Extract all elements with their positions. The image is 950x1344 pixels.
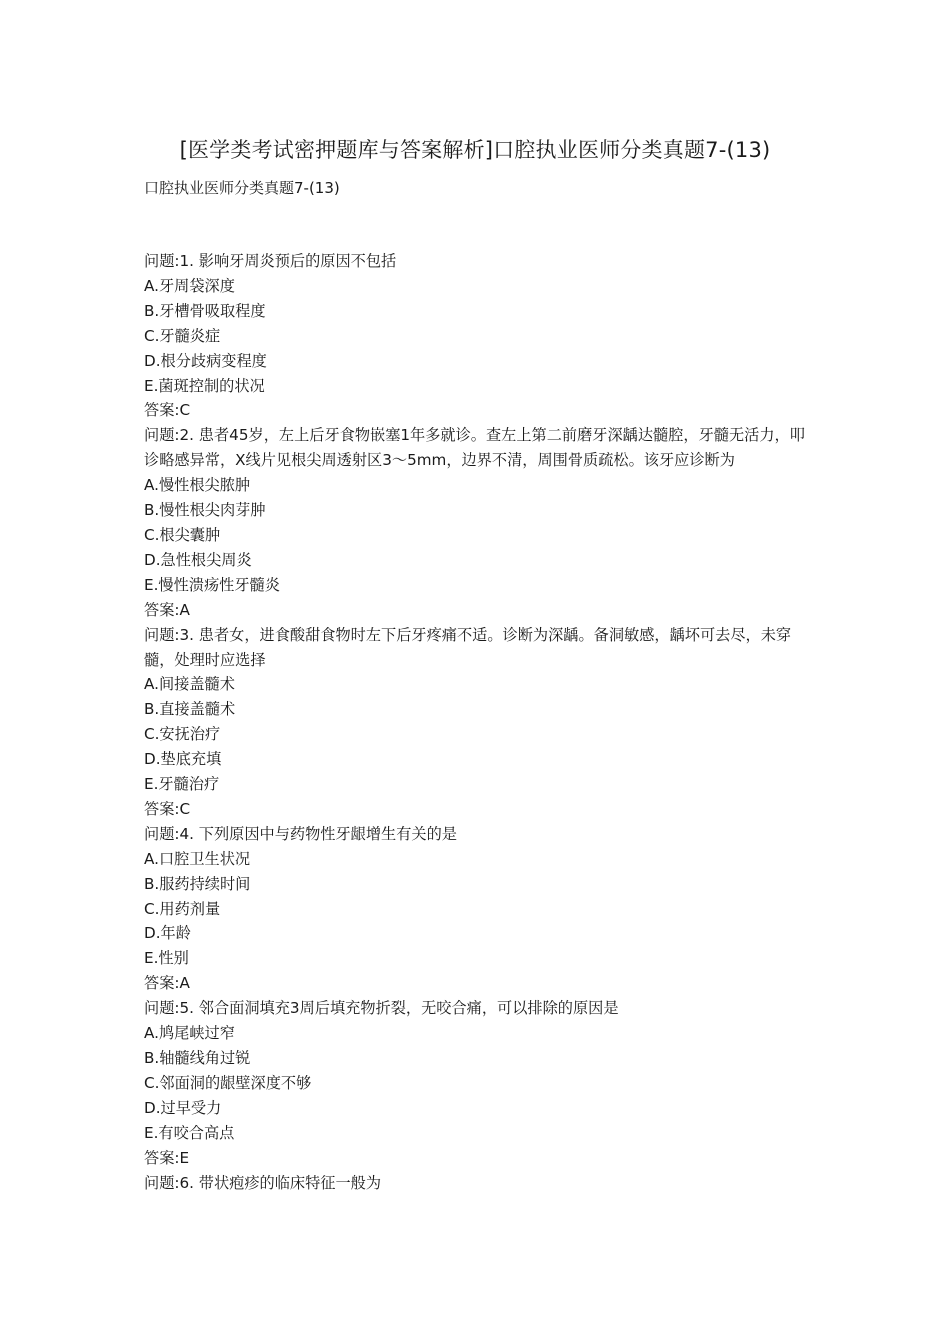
- option-b: B.直接盖髓术: [144, 700, 236, 719]
- option-e: E.菌斑控制的状况: [144, 376, 265, 395]
- option-e: E.有咬合高点: [144, 1123, 235, 1142]
- answer: 答案:E: [144, 1148, 190, 1167]
- option-d: D.垫底充填: [144, 750, 222, 769]
- document-title: [医学类考试密押题库与答案解析]口腔执业医师分类真题7-(13): [179, 138, 771, 162]
- option-c: C.牙髓炎症: [144, 326, 221, 345]
- answer: 答案:A: [144, 600, 190, 619]
- option-a: A.口腔卫生状况: [144, 849, 251, 868]
- question-text: 问题:2. 患者45岁，左上后牙食物嵌塞1年多就诊。查左上第二前磨牙深龋达髓腔，牙髓无活力，叩诊略感异常，X线片见根尖周透射区3～5mm，边界不清，周围骨质疏松。该牙应诊断为: [144, 426, 805, 470]
- answer: 答案:A: [144, 974, 190, 993]
- option-a: A.鸠尾峡过窄: [144, 1024, 235, 1043]
- question-item: [144, 423, 812, 622]
- option-e: E.慢性溃疡性牙髓炎: [144, 575, 280, 594]
- option-a: A.慢性根尖脓肿: [144, 476, 251, 495]
- option-c: C.邻面洞的龈壁深度不够: [144, 1073, 312, 1092]
- option-d: D.根分歧病变程度: [144, 351, 267, 370]
- question-text: 问题:6. 带状疱疹的临床特征一般为: [144, 1173, 382, 1192]
- option-c: C.用药剂量: [144, 899, 221, 918]
- option-c: C.根尖囊肿: [144, 525, 221, 544]
- option-b: B.牙槽骨吸取程度: [144, 301, 266, 320]
- option-d: D.过早受力: [144, 1098, 222, 1117]
- answer: 答案:C: [144, 799, 191, 818]
- question-item: [144, 996, 812, 1170]
- question-item: [144, 623, 812, 822]
- question-text: 问题:3. 患者女，进食酸甜食物时左下后牙疼痛不适。诊断为深龋。备洞敏感，龋坏可去尽，未穿髓，处理时应选择: [144, 625, 792, 669]
- option-e: E.牙髓治疗: [144, 775, 220, 794]
- answer: 答案:C: [144, 401, 191, 420]
- question-list: [144, 249, 812, 1195]
- question-text: 问题:1. 影响牙周炎预后的原因不包括: [144, 252, 397, 270]
- question-item: [144, 1171, 812, 1196]
- option-b: B.轴髓线角过锐: [144, 1049, 251, 1067]
- option-b: B.慢性根尖肉芽肿: [144, 501, 266, 520]
- question-text: 问题:5. 邻合面洞填充3周后填充物折裂，无咬合痛，可以排除的原因是: [144, 999, 619, 1018]
- question-item: [144, 822, 812, 996]
- option-d: D.急性根尖周炎: [144, 550, 252, 569]
- option-e: E.性别: [144, 949, 189, 968]
- option-a: A.间接盖髓术: [144, 675, 235, 694]
- option-d: D.年龄: [144, 924, 191, 943]
- question-text: 问题:4. 下列原因中与药物性牙龈增生有关的是: [144, 824, 457, 843]
- question-item: [144, 249, 812, 423]
- document-subtitle: 口腔执业医师分类真题7-(13): [144, 179, 340, 197]
- option-c: C.安抚治疗: [144, 725, 221, 744]
- option-b: B.服药持续时间: [144, 874, 251, 893]
- option-a: A.牙周袋深度: [144, 276, 235, 295]
